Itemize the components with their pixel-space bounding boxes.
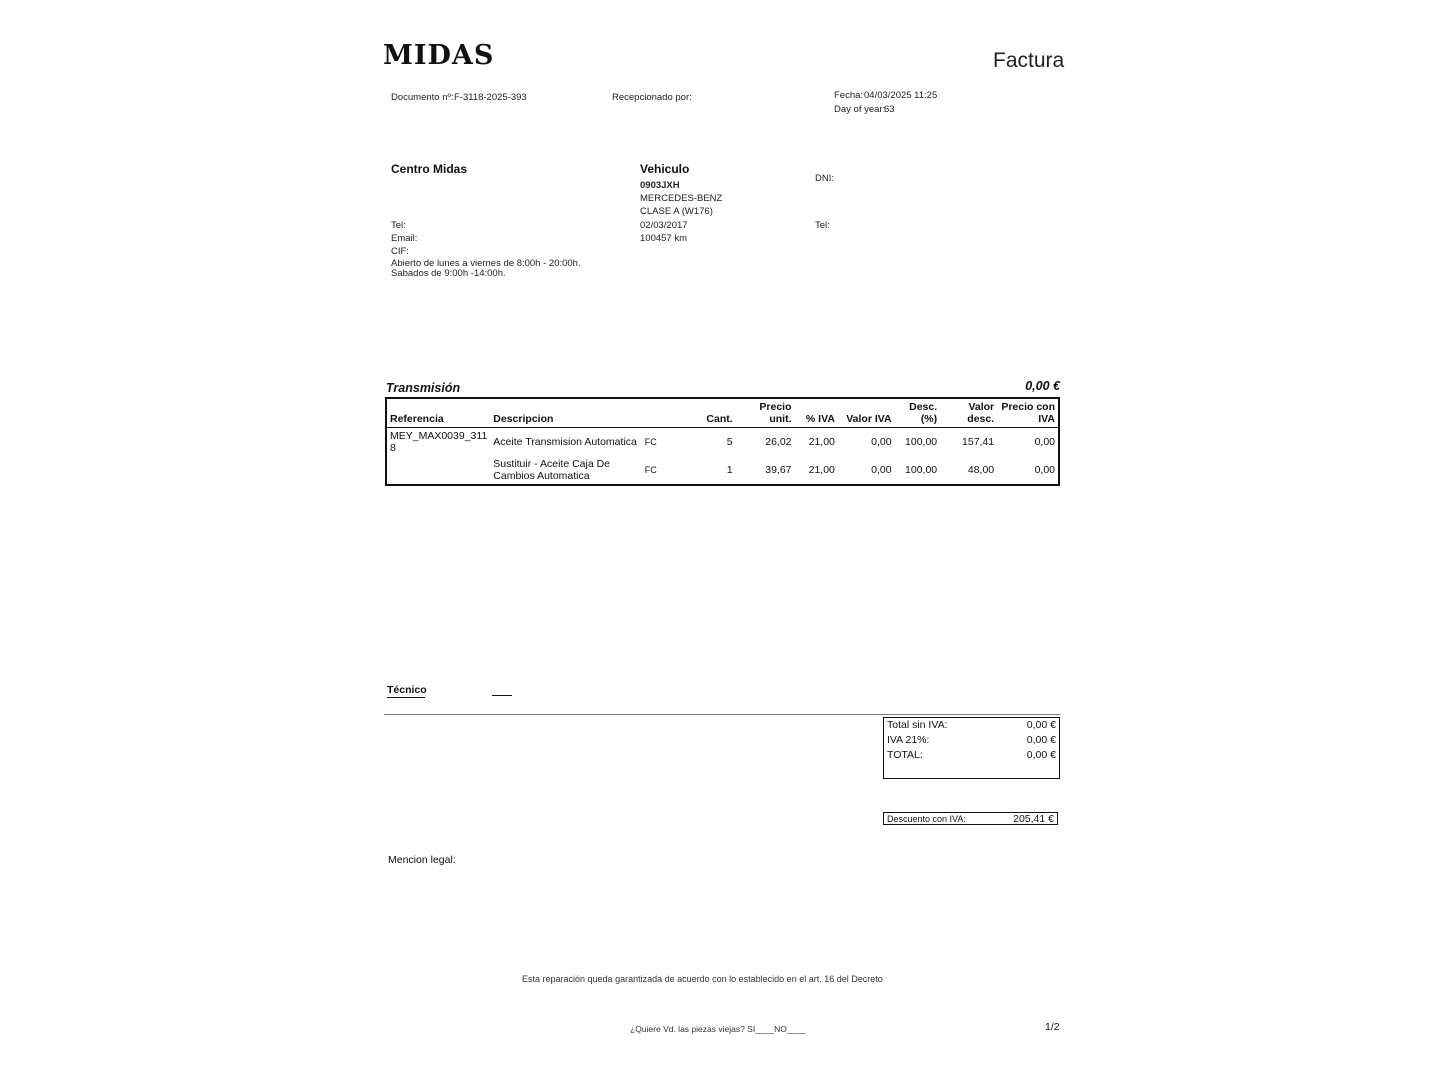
col-precio-con-iva-line1: Precio con	[1001, 401, 1055, 413]
total-value: 0,00 €	[1026, 749, 1056, 761]
tecnico-label: Técnico	[387, 684, 427, 696]
row-desc: 100,00	[905, 464, 938, 476]
day-of-year-value: 63	[884, 104, 895, 115]
col-precio-con-iva-line2: IVA	[1038, 413, 1055, 425]
col-precio-con-iva	[997, 398, 1059, 428]
row-valor-desc: 48,00	[967, 464, 995, 476]
total-row	[884, 748, 1059, 763]
col-precio-line1: Precio	[759, 401, 792, 413]
row-descripcion: Aceite Transmision Automatica	[493, 436, 637, 448]
centro-cif-label: CIF:	[391, 246, 409, 257]
col-valor-desc-line2: desc.	[967, 413, 995, 425]
midas-logo: MIDAS	[383, 40, 495, 71]
section-total: 0,00 €	[1025, 379, 1060, 393]
col-valor-desc-line1: Valor	[968, 401, 995, 413]
descuento-box	[883, 812, 1058, 825]
row-valor-iva: 0,00	[871, 464, 892, 476]
row-referencia-line2: 8	[390, 442, 396, 454]
col-iva: % IVA	[795, 398, 838, 428]
totals-box	[883, 717, 1060, 779]
row-referencia-line1: MEY_MAX0039_311	[390, 430, 488, 442]
col-desc	[895, 398, 941, 428]
iva-row	[884, 733, 1059, 748]
fecha-value: 04/03/2025 11:25	[864, 90, 938, 101]
cliente-dni-label: DNI:	[815, 173, 834, 184]
total-sin-iva-value: 0,00 €	[1026, 719, 1056, 731]
row-precio: 39,67	[765, 464, 792, 476]
col-referencia: Referencia	[386, 398, 490, 428]
col-tipo	[642, 398, 704, 428]
centro-email-label: Email:	[391, 233, 418, 244]
col-descripcion: Descripcion	[490, 398, 641, 428]
page-number: 1/2	[1045, 1021, 1060, 1033]
vehiculo-date: 02/03/2017	[640, 220, 688, 231]
mencion-legal: Mencion legal:	[388, 854, 456, 866]
col-precio-line2: unit.	[769, 413, 792, 425]
total-sin-iva-row	[884, 718, 1059, 733]
row-referencia	[386, 428, 490, 457]
documento-value: F-3118-2025-393	[454, 92, 527, 103]
col-desc-line2: (%)	[920, 413, 938, 425]
table-row	[386, 428, 1059, 457]
row-referencia	[386, 456, 490, 485]
table-row	[386, 456, 1059, 485]
garantia-text: Esta reparación queda garantizada de acuerdo con lo establecido en el art. 16 del Decreto	[522, 974, 883, 984]
row-tipo: FC	[644, 465, 657, 475]
tecnico-signature-line	[492, 695, 512, 696]
row-cant: 5	[726, 436, 733, 448]
section-title: Transmisión	[386, 381, 461, 395]
col-valor-iva: Valor IVA	[838, 398, 895, 428]
descuento-label: Descuento con IVA:	[887, 813, 966, 824]
col-valor-desc	[940, 398, 997, 428]
total-label: TOTAL:	[887, 749, 923, 761]
row-iva: 21,00	[808, 464, 835, 476]
vehiculo-make: MERCEDES-BENZ	[640, 193, 723, 204]
vehiculo-km: 100457 km	[640, 233, 688, 244]
divider-line	[384, 714, 1060, 715]
day-of-year-label: Day of year:	[834, 104, 886, 115]
col-cant: Cant.	[703, 398, 735, 428]
row-precio-con-iva: 0,00	[1034, 436, 1055, 448]
centro-hours-weekdays: Abierto de lunes a viernes de 8:00h - 20:00h.	[391, 258, 581, 269]
documento-label: Documento nº:	[391, 92, 454, 103]
row-descripcion	[490, 456, 641, 485]
col-precio	[736, 398, 795, 428]
row-descripcion-line1: Sustituir - Aceite Caja De	[493, 458, 611, 470]
row-precio-con-iva: 0,00	[1034, 464, 1055, 476]
row-iva: 21,00	[808, 436, 835, 448]
tecnico-underline	[387, 697, 425, 698]
row-tipo: FC	[644, 437, 657, 447]
row-valor-desc: 157,41	[962, 436, 995, 448]
row-descripcion-line2: Cambios Automatica	[493, 470, 590, 482]
recepcionado-label: Recepcionado por:	[612, 92, 692, 103]
document-type-title: Factura	[993, 49, 1065, 72]
total-sin-iva-label: Total sin IVA:	[887, 719, 948, 731]
row-cant: 1	[726, 464, 733, 476]
row-valor-iva: 0,00	[871, 436, 892, 448]
vehiculo-plate: 0903JXH	[640, 180, 680, 191]
col-desc-line1: Desc.	[909, 401, 938, 413]
vehiculo-title: Vehiculo	[640, 162, 690, 176]
iva-value: 0,00 €	[1026, 734, 1056, 746]
centro-title: Centro Midas	[391, 162, 468, 176]
descuento-value: 205,41 €	[1013, 812, 1054, 825]
cliente-tel-label: Tel:	[815, 220, 830, 231]
piezas-viejas-question: ¿Quiere Vd. las piezas viejas? SI____NO____	[630, 1024, 806, 1034]
row-precio: 26,02	[765, 436, 792, 448]
items-table	[385, 397, 1060, 486]
centro-tel-label: Tel:	[391, 220, 406, 231]
centro-hours-saturday: Sabados de 9:00h -14:00h.	[391, 268, 506, 279]
fecha-label: Fecha:	[834, 90, 864, 101]
iva-label: IVA 21%:	[887, 734, 930, 746]
vehiculo-model: CLASE A (W176)	[640, 206, 713, 217]
table-header-row	[386, 398, 1059, 428]
row-desc: 100,00	[905, 436, 938, 448]
